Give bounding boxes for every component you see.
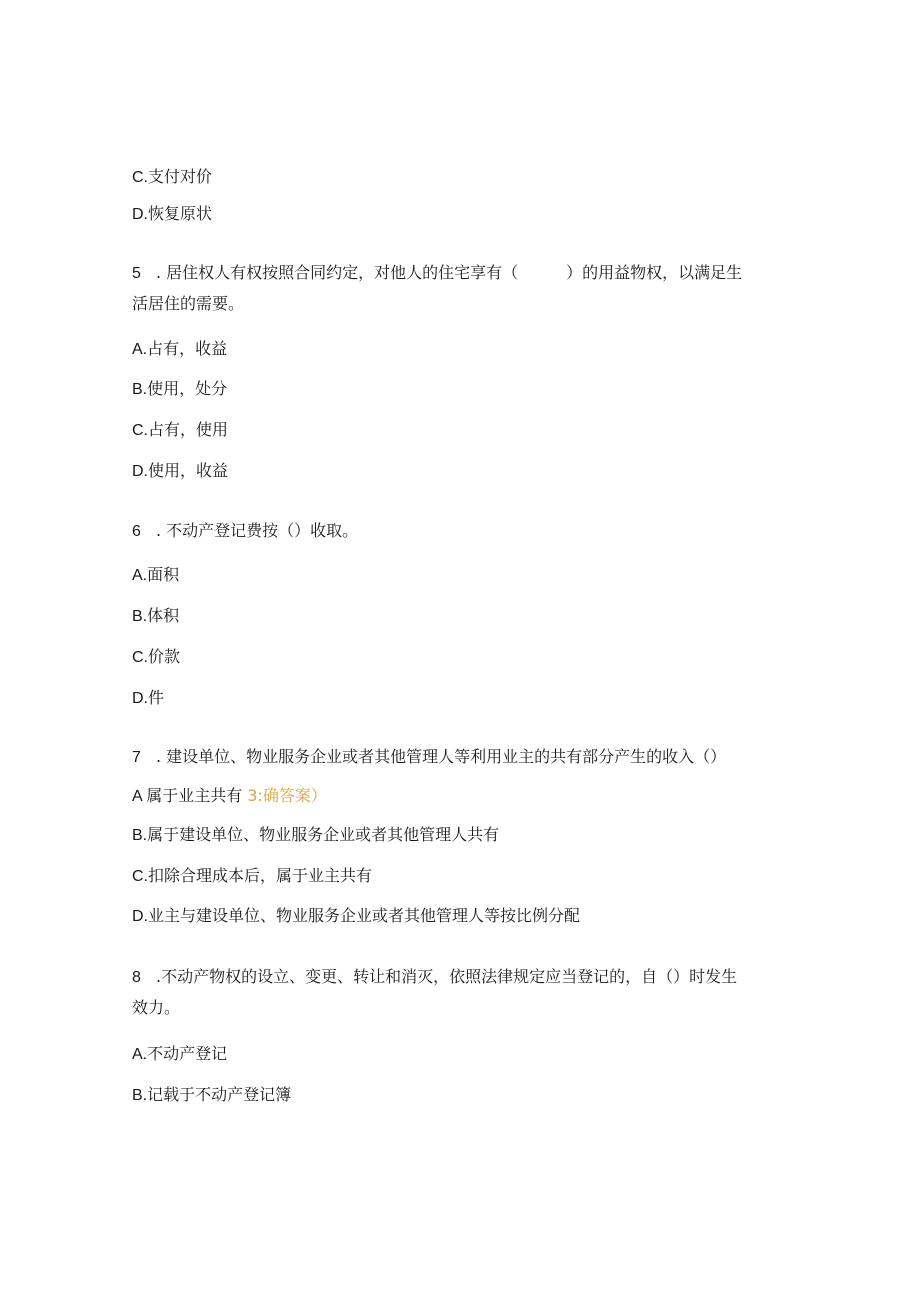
option-text: 属于业主共有: [146, 786, 243, 805]
q5-stem-line1: [132, 262, 742, 285]
question-number: 5: [132, 265, 141, 282]
option-text: 扣除合理成本后，属于业主共有: [148, 866, 373, 885]
q7-option-b: [132, 824, 499, 847]
option-letter: A.: [132, 567, 148, 584]
option-letter: D.: [132, 206, 148, 223]
question-stem: . 不动产登记费按（）收取。: [156, 521, 359, 540]
option-text: 恢复原状: [148, 204, 213, 223]
option-text: 使用，收益: [148, 461, 229, 480]
q4-option-d: [132, 203, 212, 226]
q6-option-d: [132, 687, 164, 710]
option-letter: B.: [132, 608, 148, 625]
q8-option-a: [132, 1043, 227, 1066]
answer-hint: 3:确答案）: [247, 786, 327, 805]
option-letter: D.: [132, 690, 148, 707]
option-text: 使用，处分: [147, 379, 228, 398]
option-text: 支付对价: [148, 167, 213, 186]
option-letter: A.: [132, 1046, 148, 1063]
q6-option-b: [132, 605, 179, 628]
q5-stem-line2: [132, 293, 244, 315]
q6-option-a: [132, 564, 179, 587]
option-letter: A.: [132, 341, 148, 358]
q5-option-c: [132, 419, 228, 442]
q6-stem-line1: [132, 520, 358, 543]
option-letter: C.: [132, 422, 148, 439]
option-letter: C.: [132, 649, 148, 666]
question-stem: . 建设单位、物业服务企业或者其他管理人等利用业主的共有部分产生的收入（）: [156, 747, 727, 766]
option-letter: B.: [132, 827, 148, 844]
question-number: 8: [132, 969, 141, 986]
option-letter: D.: [132, 908, 148, 925]
q7-option-d: [132, 905, 580, 928]
option-text: 属于建设单位、物业服务企业或者其他管理人共有: [147, 825, 500, 844]
option-text: 体积: [147, 606, 180, 625]
option-text: 不动产登记: [147, 1044, 228, 1063]
question-stem-continued: 活居住的需要。: [132, 294, 245, 313]
question-stem-continued: 效力。: [132, 998, 181, 1017]
q5-option-a: [132, 338, 227, 361]
option-text: 记载于不动产登记簿: [147, 1085, 292, 1104]
option-text: 占有，收益: [147, 339, 228, 358]
option-letter: B.: [132, 1087, 148, 1104]
option-letter: D.: [132, 463, 148, 480]
option-letter: C.: [132, 169, 148, 186]
option-letter: C.: [132, 868, 148, 885]
q5-option-b: [132, 378, 227, 401]
q8-stem-line2: [132, 997, 180, 1019]
option-text: 件: [148, 688, 165, 707]
q6-option-c: [132, 646, 180, 669]
option-text: 面积: [147, 565, 180, 584]
option-text: 业主与建设单位、物业服务企业或者其他管理人等按比例分配: [148, 906, 581, 925]
q5-option-d: [132, 460, 228, 483]
question-number: 6: [132, 523, 141, 540]
option-text: 价款: [148, 647, 181, 666]
option-text: 占有，使用: [148, 420, 229, 439]
q4-option-c: [132, 166, 212, 189]
q8-stem-line1: [132, 966, 737, 989]
q8-option-b: [132, 1084, 291, 1107]
q7-option-c: [132, 865, 372, 888]
option-letter: A: [132, 788, 147, 805]
question-number: 7: [132, 749, 141, 766]
question-stem: . 居住权人有权按照合同约定，对他人的住宅享有（ ）的用益物权，以满足生: [156, 263, 743, 282]
q7-option-a: [132, 785, 327, 808]
question-stem: .不动产物权的设立、变更、转让和消灭，依照法律规定应当登记的，自（）时发生: [156, 967, 738, 986]
option-letter: B.: [132, 381, 148, 398]
q7-stem-line1: [132, 746, 726, 769]
